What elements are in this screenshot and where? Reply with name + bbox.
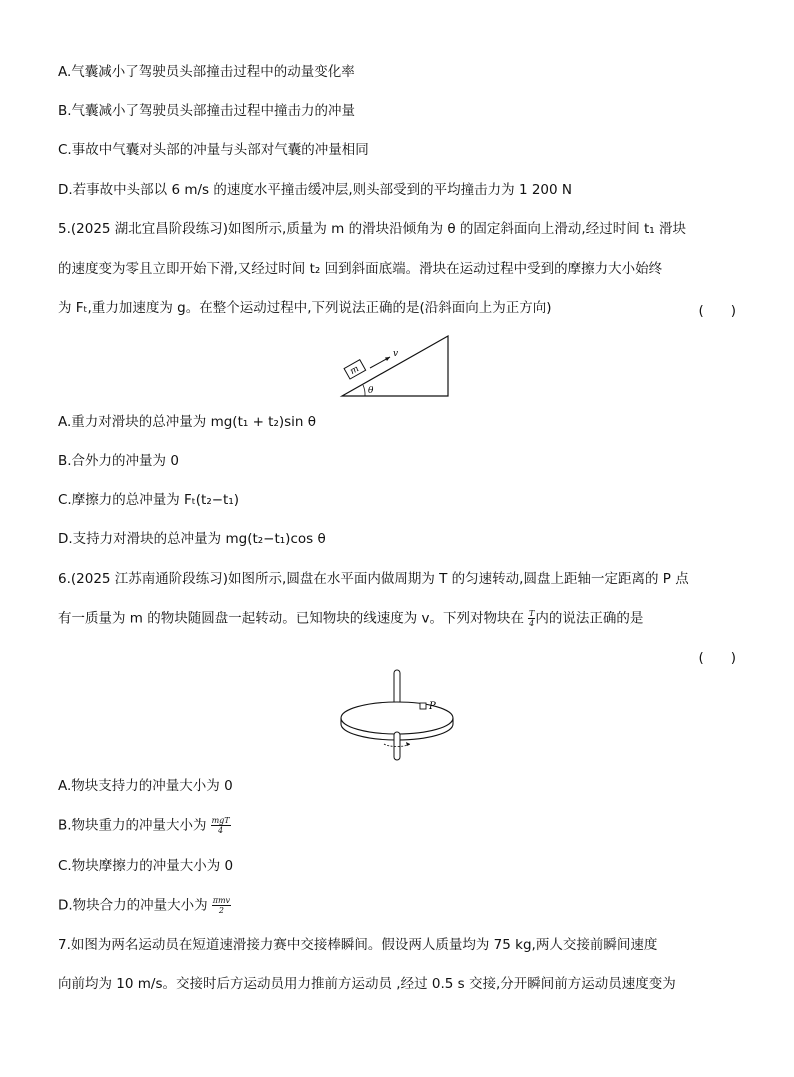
q6-answer-blank: ( ) (698, 650, 736, 666)
q4-option-c: C.事故中气囊对头部的冲量与头部对气囊的冲量相同 (58, 142, 369, 158)
q5-option-c: C.摩擦力的总冲量为 Fₜ(t₂−t₁) (58, 492, 240, 508)
q5-stem-line1: 5.(2025 湖北宜昌阶段练习)如图所示,质量为 m 的滑块沿倾角为 θ 的固定斜面向上滑动,经过时间 t₁ 滑块 (58, 221, 687, 237)
q6-option-a: A.物块支持力的冲量大小为 0 (58, 778, 233, 794)
q5-option-b: B.合外力的冲量为 0 (58, 453, 179, 469)
q4-option-a: A.气囊减小了驾驶员头部撞击过程中的动量变化率 (58, 64, 355, 80)
q4-option-d: D.若事故中头部以 6 m/s 的速度水平撞击缓冲层,则头部受到的平均撞击力为 1 200 N (58, 182, 573, 198)
angle-label: θ (368, 386, 374, 396)
fraction-pimv-over-2: $\frac{\text{πmv}}{2}$ (212, 896, 231, 915)
fraction-t-over-4: $\frac{T}{4}$ (529, 609, 535, 628)
axle-bottom (394, 732, 400, 760)
q6-stem-line2-start: 有一质量为 m 的物块随圆盘一起转动。已知物块的线速度为 v。下列对物块在 (58, 610, 525, 627)
q7-stem-line1: 7.如图为两名运动员在短道速滑接力赛中交接棒瞬间。假设两人质量均为 75 kg,两人交接前瞬间速度 (58, 937, 658, 953)
q6-option-c: C.物块摩擦力的冲量大小为 0 (58, 858, 234, 874)
small-block (420, 703, 426, 709)
q6-stem-line2 (58, 609, 643, 628)
point-p-label: P (429, 701, 436, 712)
q5-answer-blank: ( ) (698, 303, 736, 319)
fraction-mgt-over-4: $\frac{\text{mgT}}{4}$ (211, 816, 230, 835)
q6-stem-line2-end: 内的说法正确的是 (535, 610, 644, 627)
q7-stem-line2: 向前均为 10 m/s。交接时后方运动员用力推前方运动员 ,经过 0.5 s 交接,分开瞬间前方运动员速度变为 (58, 976, 676, 992)
q5-option-a: A.重力对滑块的总冲量为 mg(t₁ + t₂)sin θ (58, 414, 317, 430)
q4-option-b: B.气囊减小了驾驶员头部撞击过程中撞击力的冲量 (58, 103, 356, 119)
q5-stem-line3: 为 Fₜ,重力加速度为 g。在整个运动过程中,下列说法正确的是(沿斜面向上为正方向) (58, 300, 552, 316)
q6-option-d: D.物块合力的冲量大小为 $\frac{\text{πmv}}{2}$ (58, 896, 231, 915)
q6-stem-line1: 6.(2025 江苏南通阶段练习)如图所示,圆盘在水平面内做周期为 T 的匀速转动,圆盘上距轴一定距离的 P 点 (58, 571, 689, 587)
velocity-label: v (393, 349, 399, 359)
q5-stem-line2: 的速度变为零且立即开始下滑,又经过时间 t₂ 回到斜面底端。滑块在运动过程中受到的摩擦力大小始终 (58, 261, 663, 277)
q6-disk-figure (330, 668, 460, 764)
q5-option-d: D.支持力对滑块的总冲量为 mg(t₂−t₁)cos θ (58, 531, 326, 547)
sliding-block (344, 360, 366, 379)
q5-incline-figure (335, 333, 455, 399)
angle-arc (363, 385, 365, 396)
block-label: m (348, 364, 361, 378)
q6-option-b: B.物块重力的冲量大小为 $\frac{\text{mgT}}{4}$ (58, 816, 230, 835)
